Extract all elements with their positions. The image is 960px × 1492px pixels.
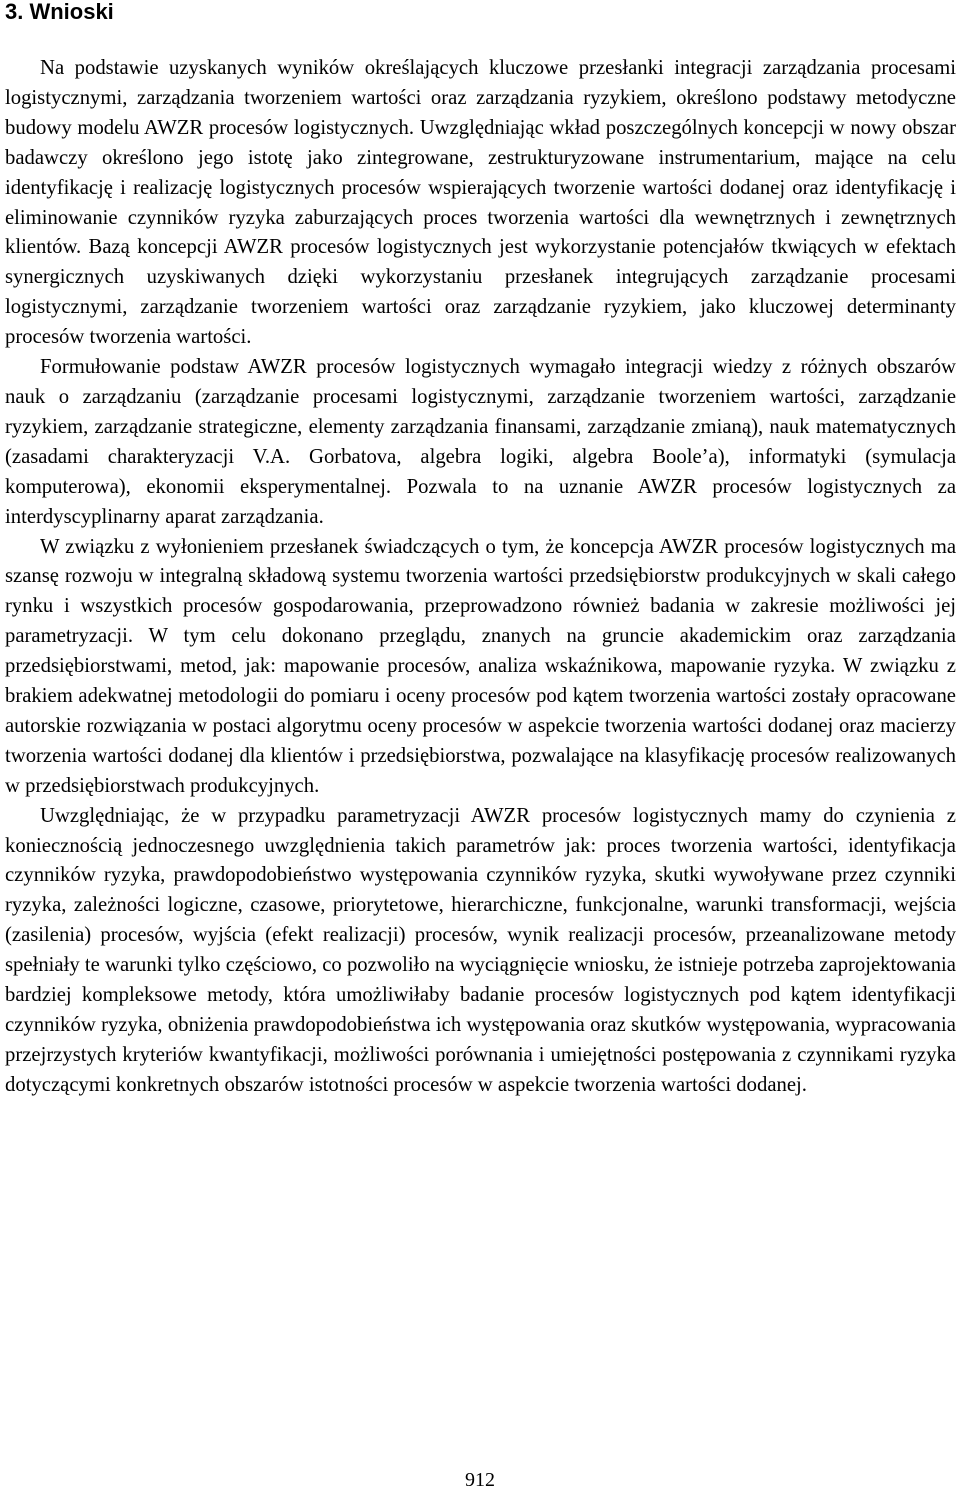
paragraph-1: Na podstawie uzyskanych wyników określających kluczowe przesłanki integracji zarządzania procesami logistycznymi, zarządzania tworzeniem wartości oraz zarządzania ryzykiem, określono podstawy metodyczne budowy modelu AWZR procesów logistycznych. Uwzględniając wkład poszczególnych koncepcji w nowy obszar badawczy określono jego istotę jako zintegrowane, zestrukturyzowane instrumentarium, mające na celu identyfikację i realizację logistycznych procesów wspierających tworzenie wartości dodanej oraz identyfikację i eliminowanie czynników ryzyka zaburzających proces tworzenia wartości dla wewnętrznych i zewnętrznych klientów. Bazą koncepcji AWZR procesów logistycznych jest wykorzystanie potencjałów tkwiących w efektach synergicznych uzyskiwanych dzięki wykorzystaniu przesłanek integrujących zarządzanie procesami logistycznymi, zarządzanie tworzeniem wartości oraz zarządzanie ryzykiem, jako kluczowej determinanty procesów tworzenia wartości. [5, 57, 956, 349]
paragraph-4: Uwzględniając, że w przypadku parametryzacji AWZR procesów logistycznych mamy do czynienia z koniecznością jednoczesnego uwzględnienia takich parametrów jak: proces tworzenia wartości, identyfikacja czynników ryzyka, prawdopodobieństwo występowania czynników ryzyka, skutki wywoływane przez czynniki ryzyka, zależności logiczne, czasowe, priorytetowe, hierarchiczne, funkcjonalne, warunki transformacji, wejścia (zasilenia) procesów, wyjścia (efekt realizacji) procesów, wynik realizacji procesów, przeanalizowane metody spełniały te warunki tylko częściowo, co pozwoliło na wyciągnięcie wniosku, że istnieje potrzeba zaprojektowania bardziej kompleksowe metody, która umożliwiłaby badanie procesów logistycznych pod kątem identyfikacji czynników ryzyka, obniżenia prawdopodobieństwa ich występowania oraz skutków występowania, wypracowania przejrzystych kryteriów kwantyfikacji, możliwości porównania i umiejętności postępowania z czynnikami ryzyka dotyczącymi konkretnych obszarów istotności procesów w aspekcie tworzenia wartości dodanej. [5, 804, 956, 1096]
section-body [5, 54, 956, 1101]
section-heading: 3. Wnioski [5, 0, 114, 24]
page-number: 912 [465, 1469, 495, 1491]
document-page [5, 0, 956, 1101]
paragraph-2: Formułowanie podstaw AWZR procesów logistycznych wymagało integracji wiedzy z różnych obszarów nauk o zarządzaniu (zarządzanie procesami logistycznymi, zarządzanie tworzeniem wartości, zarządzanie ryzykiem, zarządzanie strategiczne, elementy zarządzania finansami, zarządzanie zmianą), nauk matematycznych (zasadami charakteryzacji V.A. Gorbatova, algebra logiki, algebra Boole’a), informatyki (symulacja komputerowa), ekonomii eksperymentalnej. Pozwala to na uznanie AWZR procesów logistycznych za interdyscyplinarny aparat zarządzania. [5, 356, 956, 528]
paragraph-3: W związku z wyłonieniem przesłanek świadczących o tym, że koncepcja AWZR procesów logistycznych ma szansę rozwoju w integralną składową systemu tworzenia wartości przedsiębiorstw produkcyjnych w skali całego rynku i wszystkich procesów gospodarowania, przeprowadzono również badania w zakresie możliwości jej parametryzacji. W tym celu dokonano przeglądu, znanych na gruncie akademickim oraz zarządzania przedsiębiorstwami, metod, jak: mapowanie procesów, analiza wskaźnikowa, mapowanie ryzyka. W związku z brakiem adekwatnej metodologii do pomiaru i oceny procesów pod kątem tworzenia wartości zostały opracowane autorskie rozwiązania w postaci algorytmu oceny procesów w aspekcie tworzenia wartości dodanej oraz macierzy tworzenia wartości dodanej dla klientów i przedsiębiorstwa, pozwalające na klasyfikację procesów realizowanych w przedsiębiorstwach produkcyjnych. [5, 535, 956, 797]
